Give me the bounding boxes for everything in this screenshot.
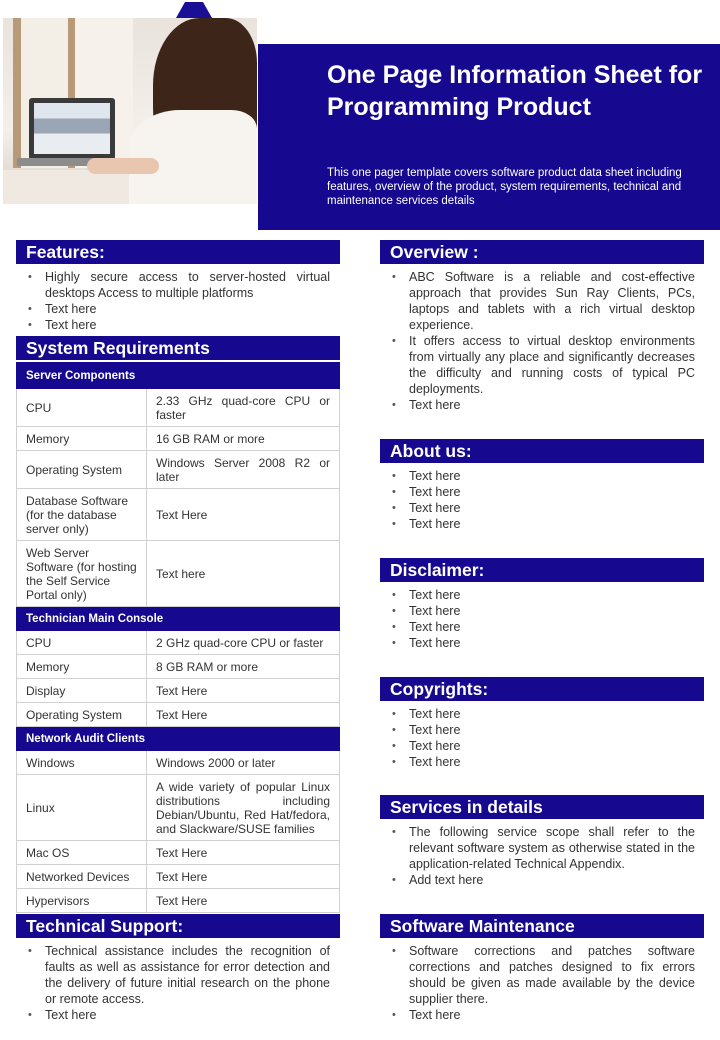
- requirements-table: [16, 362, 340, 913]
- copyrights-heading: Copyrights:: [380, 677, 704, 701]
- page-title: One Page Information Sheet for Programming Product: [327, 61, 703, 121]
- list-item: • Text here: [28, 317, 330, 333]
- requirement-label: Memory: [17, 427, 147, 451]
- about-us-list: [392, 468, 695, 532]
- table-row: [17, 489, 340, 541]
- requirement-label: Linux: [17, 775, 147, 841]
- header-photo: [3, 18, 257, 204]
- list-item: • Text here: [392, 754, 695, 770]
- list-item: • Text here: [28, 301, 330, 317]
- list-item: • Technical assistance includes the recognition of faults as well as assistance for error detection and the delivery of future initial research on the phone or remote access.: [28, 943, 330, 1007]
- table-row: [17, 841, 340, 865]
- table-row: [17, 679, 340, 703]
- technical-support-list: [28, 943, 330, 1023]
- table-category: Network Audit Clients: [17, 727, 340, 751]
- technical-support-heading: Technical Support:: [16, 914, 340, 938]
- list-item: • Text here: [392, 603, 695, 619]
- page-description: This one pager template covers software product data sheet including features, overview of the product, system requirements, technical and maintenance services details: [327, 167, 682, 207]
- requirement-value: 8 GB RAM or more: [147, 655, 340, 679]
- list-item: • Text here: [392, 587, 695, 603]
- table-row: [17, 451, 340, 489]
- table-row: [17, 631, 340, 655]
- requirement-label: Mac OS: [17, 841, 147, 865]
- list-item: • Text here: [392, 500, 695, 516]
- services-list: [392, 824, 695, 888]
- requirement-label: CPU: [17, 389, 147, 427]
- table-row: [17, 775, 340, 841]
- system-requirements-heading: System Requirements: [16, 336, 340, 360]
- list-item: • ABC Software is a reliable and cost-effective approach that provides Sun Ray Clients, PCs, laptops and tablets with a rich virtual desktop experience.: [392, 269, 695, 333]
- requirement-label: Operating System: [17, 703, 147, 727]
- list-item: • Text here: [392, 738, 695, 754]
- table-row: [17, 751, 340, 775]
- table-row: [17, 703, 340, 727]
- requirement-value: Text here: [147, 541, 340, 607]
- list-item: • Text here: [392, 516, 695, 532]
- table-row: [17, 389, 340, 427]
- requirement-value: Text Here: [147, 703, 340, 727]
- requirement-label: Hypervisors: [17, 889, 147, 913]
- list-item: • Text here: [392, 484, 695, 500]
- laptop-icon: [29, 98, 115, 160]
- requirement-value: 2 GHz quad-core CPU or faster: [147, 631, 340, 655]
- overview-list: [392, 269, 695, 413]
- services-heading: Services in details: [380, 795, 704, 819]
- requirement-value: Text Here: [147, 865, 340, 889]
- list-item: • Text here: [392, 1007, 695, 1023]
- list-item: • The following service scope shall refer to the relevant software system as otherwise stated in the application-related Technical Appendix.: [392, 824, 695, 872]
- copyrights-list: [392, 706, 695, 770]
- requirement-value: A wide variety of popular Linux distributions including Debian/Ubuntu, Red Hat/fedora, and Slackware/SUSE families: [147, 775, 340, 841]
- requirement-label: Windows: [17, 751, 147, 775]
- requirement-label: Display: [17, 679, 147, 703]
- table-row: [17, 655, 340, 679]
- software-maintenance-heading: Software Maintenance: [380, 914, 704, 938]
- requirement-label: Networked Devices: [17, 865, 147, 889]
- requirement-label: Database Software (for the database server only): [17, 489, 147, 541]
- requirement-value: Text Here: [147, 889, 340, 913]
- list-item: • It offers access to virtual desktop environments from virtually any place and significantly decreases the difficulty and running costs of typical PC deployments.: [392, 333, 695, 397]
- requirement-value: Windows Server 2008 R2 or later: [147, 451, 340, 489]
- list-item: • Text here: [392, 722, 695, 738]
- table-category: Server Components: [17, 363, 340, 389]
- requirement-label: CPU: [17, 631, 147, 655]
- list-item: • Add text here: [392, 872, 695, 888]
- disclaimer-heading: Disclaimer:: [380, 558, 704, 582]
- requirement-value: 2.33 GHz quad-core CPU or faster: [147, 389, 340, 427]
- software-maintenance-list: [392, 943, 695, 1023]
- list-item: • Text here: [392, 635, 695, 651]
- about-us-heading: About us:: [380, 439, 704, 463]
- requirement-value: 16 GB RAM or more: [147, 427, 340, 451]
- table-row: [17, 889, 340, 913]
- header-accent-shape: [176, 2, 212, 18]
- features-heading: Features:: [16, 240, 340, 264]
- requirement-value: Text Here: [147, 489, 340, 541]
- person-body: [129, 110, 257, 204]
- list-item: • Text here: [392, 397, 695, 413]
- list-item: • Text here: [28, 1007, 330, 1023]
- requirement-label: Operating System: [17, 451, 147, 489]
- requirement-value: Text Here: [147, 679, 340, 703]
- requirement-label: Memory: [17, 655, 147, 679]
- list-item: • Software corrections and patches software corrections and patches designed to fix errors should be given as made available by the device supplier there.: [392, 943, 695, 1007]
- list-item: • Text here: [392, 619, 695, 635]
- requirement-label: Web Server Software (for hosting the Self Service Portal only): [17, 541, 147, 607]
- table-row: [17, 541, 340, 607]
- overview-heading: Overview :: [380, 240, 704, 264]
- features-list: [28, 269, 330, 333]
- table-category: Technician Main Console: [17, 607, 340, 631]
- table-row: [17, 427, 340, 451]
- requirement-value: Text Here: [147, 841, 340, 865]
- list-item: • Text here: [392, 468, 695, 484]
- requirement-value: Windows 2000 or later: [147, 751, 340, 775]
- table-row: [17, 865, 340, 889]
- list-item: • Text here: [392, 706, 695, 722]
- person-arm: [87, 158, 159, 174]
- disclaimer-list: [392, 587, 695, 651]
- list-item: • Highly secure access to server-hosted virtual desktops Access to multiple platforms: [28, 269, 330, 301]
